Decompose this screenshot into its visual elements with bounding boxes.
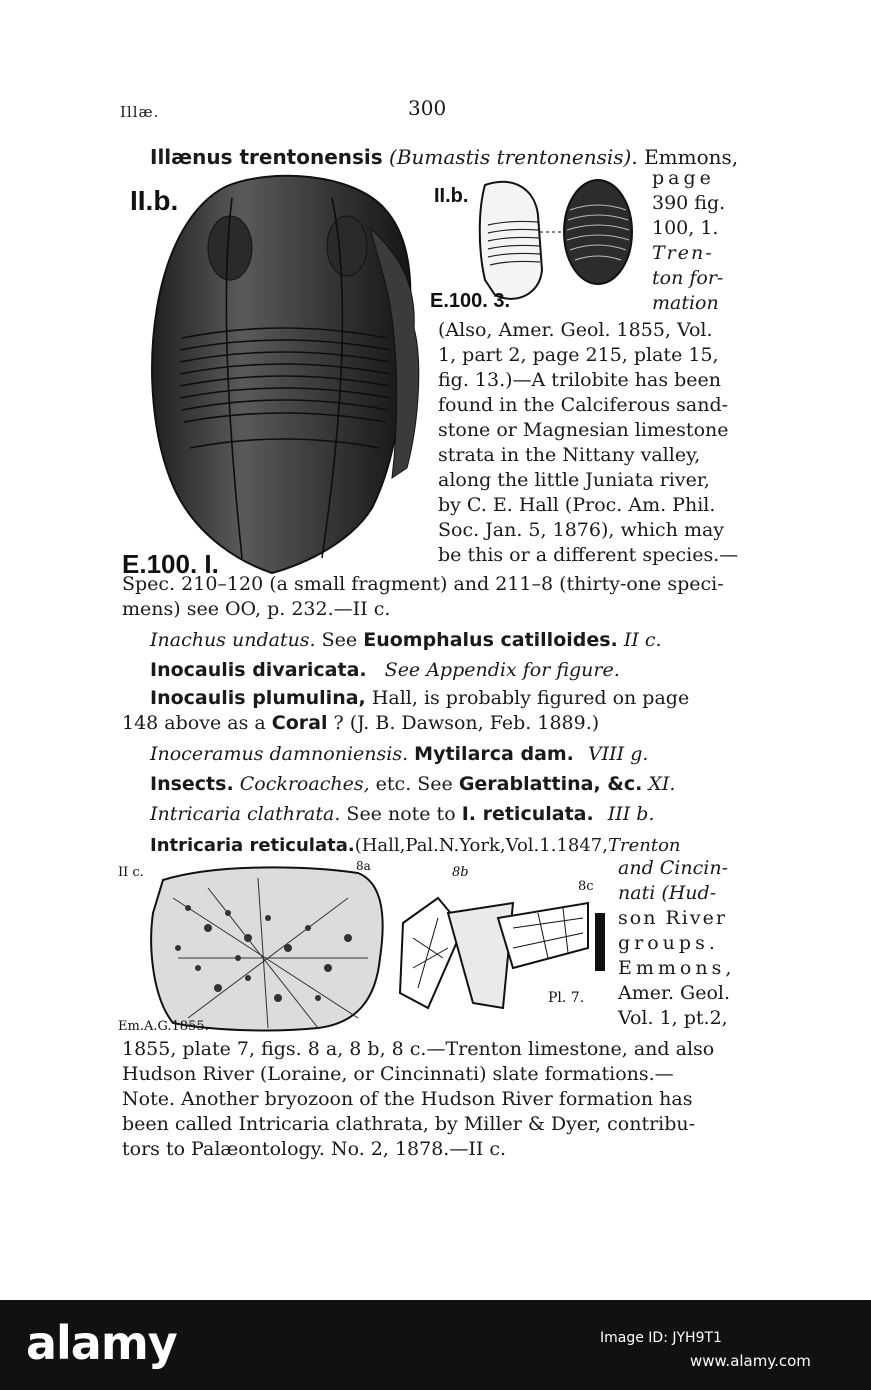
entry-title-illaenus — [150, 145, 738, 170]
fig-label-8b: 8b — [452, 865, 469, 880]
wrap-line: strata in the Nittany valley, — [438, 444, 701, 466]
wrap-line: stone or Magnesian limestone — [438, 419, 729, 441]
side-line: son River — [618, 907, 727, 929]
clathrata-name: Intricaria clathrata. — [150, 803, 341, 825]
fig-label-plate: Pl. 7. — [548, 990, 585, 1006]
side-line: groups. — [618, 932, 719, 954]
plumulina-text: Hall, is probably figured on page — [371, 687, 690, 709]
inoceramus-ref: Mytilarca dam. — [414, 743, 574, 765]
entry-plumulina — [122, 686, 689, 736]
running-head: Illæ. — [120, 103, 160, 121]
full-line: mens) see OO, p. 232.—II c. — [122, 598, 391, 620]
illaenus-full-text — [122, 572, 742, 622]
side-line: ton for- — [652, 267, 724, 289]
wrap-line: be this or a different species.— — [438, 544, 739, 566]
reticulata-line: Hudson River (Loraine, or Cincinnati) slate formations.— — [122, 1063, 674, 1085]
plumulina-text: 148 above as a — [122, 712, 266, 734]
plumulina-coral: Coral — [271, 712, 328, 734]
reticulata-line: Note. Another bryozoon of the Hudson River formation has — [122, 1088, 693, 1110]
illaenus-name: Illænus trentonensis — [150, 145, 383, 169]
wrap-line: 1, part 2, page 215, plate 15, — [438, 344, 719, 366]
stock-logo: alamy — [26, 1316, 177, 1370]
reticulata-figure — [118, 858, 618, 1038]
fig-label-main-top: II.b. — [130, 185, 179, 216]
wrap-line: found in the Calciferous sand- — [438, 394, 729, 416]
illaenus-wrap-text — [438, 318, 738, 568]
illaenus-synonym: (Bumastis trentonensis). — [389, 145, 638, 169]
reticulata-side-column — [618, 856, 743, 1031]
fig-label-class: II c. — [118, 865, 144, 880]
side-line: Emmons, — [618, 957, 736, 979]
wrap-line: along the little Juniata river, — [438, 469, 710, 491]
fig-label-8a: 8a — [356, 859, 371, 873]
side-line: Vol. 1, pt.2, — [618, 1007, 728, 1029]
side-line: Tren- — [652, 242, 714, 264]
page-number: 300 — [408, 96, 447, 120]
entry-inachus — [150, 628, 662, 653]
entry-divaricata — [150, 658, 620, 683]
side-line: 390 fig. — [652, 192, 726, 214]
fig-label-small-bottom: E.100. 3. — [430, 290, 511, 312]
side-line: nati (Hud- — [618, 882, 717, 904]
side-line: 100, 1. — [652, 217, 719, 239]
clathrata-text: See note to — [346, 803, 456, 825]
inachus-name: Inachus undatus. — [150, 629, 316, 651]
full-line: Spec. 210–120 (a small fragment) and 211–8 (thirty-one speci- — [122, 573, 724, 595]
entry-clathrata — [150, 802, 655, 827]
side-line: Amer. Geol. — [618, 982, 731, 1004]
stock-image-id: Image ID: JYH9T1 — [600, 1330, 722, 1346]
wrap-line: (Also, Amer. Geol. 1855, Vol. — [438, 319, 713, 341]
inoceramus-class: VIII g. — [587, 743, 649, 765]
plumulina-text: ? (J. B. Dawson, Feb. 1889.) — [333, 712, 600, 734]
fig-label-source: Em.A.G.1855. — [118, 1019, 209, 1034]
clathrata-class: III b. — [607, 803, 655, 825]
entry-inoceramus — [150, 742, 648, 767]
insects-name: Insects. — [150, 773, 234, 795]
side-line: and Cincin- — [618, 857, 728, 879]
divaricata-note: See Appendix for figure. — [384, 659, 620, 681]
reticulata-text — [122, 1037, 742, 1162]
insects-class: XI. — [648, 773, 676, 795]
illaenus-author: Emmons, — [644, 145, 739, 169]
illaenus-side-column — [652, 166, 736, 316]
insects-text: etc. See — [375, 773, 453, 795]
inachus-ref: Euomphalus catilloides. — [363, 629, 618, 651]
reticulata-line: been called Intricaria clathrata, by Miller & Dyer, contribu- — [122, 1113, 696, 1135]
divaricata-name: Inocaulis divaricata. — [150, 659, 367, 681]
plumulina-name: Inocaulis plumulina, — [150, 687, 366, 709]
wrap-line: Soc. Jan. 5, 1876), which may — [438, 519, 725, 541]
trilobite-small-figures — [430, 170, 650, 315]
wrap-line: by C. E. Hall (Proc. Am. Phil. — [438, 494, 716, 516]
fig-label-8c: 8c — [578, 879, 594, 894]
reticulata-name: Intricaria reticulata. — [150, 835, 355, 856]
entry-insects — [150, 772, 675, 797]
reticulata-line: tors to Palæontology. No. 2, 1878.—II c. — [122, 1138, 507, 1160]
entry-title-reticulata — [150, 833, 681, 858]
insects-cockroaches: Cockroaches, — [239, 773, 370, 795]
reticulata-ref: (Hall,Pal.N.York,Vol.1.1847, — [354, 835, 608, 856]
trilobite-main-figure — [122, 168, 422, 578]
reticulata-line: 1855, plate 7, figs. 8 a, 8 b, 8 c.—Trenton limestone, and also — [122, 1038, 715, 1060]
side-line: mation — [652, 292, 719, 314]
reticulata-formation: Trenton — [607, 835, 681, 856]
inachus-class: II c. — [623, 629, 662, 651]
clathrata-ref: I. reticulata. — [461, 803, 594, 825]
insects-ref: Gerablattina, &c. — [458, 773, 643, 795]
inoceramus-name: Inoceramus damnoniensis. — [150, 743, 409, 765]
fig-label-small-top: II.b. — [434, 185, 469, 207]
wrap-line: fig. 13.)—A trilobite has been — [438, 369, 722, 391]
inachus-see: See — [321, 629, 358, 651]
side-line: page — [652, 167, 715, 189]
fig-label-main-bottom: E.100. I. — [122, 549, 219, 578]
stock-url: www.alamy.com — [690, 1352, 811, 1370]
